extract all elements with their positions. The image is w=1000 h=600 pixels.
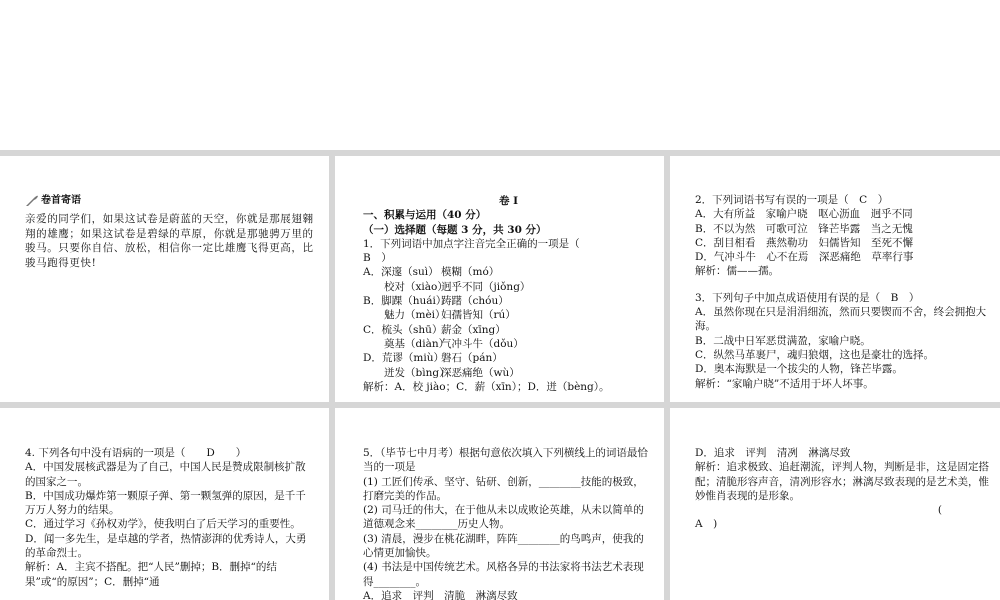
option-left: 迸发（bìng） [363,366,450,379]
q4-option: C．通过学习《孙权劝学》，使我明白了后天学习的重要性。 [25,518,301,531]
option-left: 奠基（diàn） [363,337,450,350]
q4-option: D．闻一多先生，是卓越的学者，热情澎湃的优秀诗人，大勇的革命烈士。 [25,532,307,560]
option-row [363,294,654,308]
q3-option: B．二战中日军恶贯满盈，家喻户晓。 [695,334,871,347]
q2-option: C．刮目相看 燕然勒功 妇儒皆知 至死不懈 [695,236,914,249]
option-right: 磐石（pán） [441,352,503,365]
section-heading: 一、积累与运用（40 分） [363,209,487,222]
q2-analysis: 解析：儒——孺。 [695,265,779,278]
subsection-heading: （一）选择题（每题 3 分，共 30 分） [363,223,547,236]
q2-option: B．不以为然 可歌可泣 锋芒毕露 当之无愧 [695,222,913,235]
q1-options [363,265,654,379]
q5-stem: 5．（毕节七中月考）根据句意依次填入下列横线上的词语最恰当的一项是 [363,447,648,474]
foreword-title: 卷首寄语 [41,195,81,206]
q5-analysis: 解析：追求极致、追赶潮流，评判人物，判断是非，这是固定搭配；清脆形容声音，清冽形容水；淋漓尽致表现的是艺术美，惟妙惟肖表现的是形象。 [695,461,989,502]
q3-stem: 3．下列句子中加点成语使用有误的是（ B ） [695,291,920,304]
panel-questions-2-3 [670,156,1000,402]
option-row [363,323,654,337]
panel-question-5 [335,408,664,600]
panel-foreword [0,156,329,402]
option-row [363,366,654,380]
option-right: 气冲斗牛（dǒu） [441,337,524,350]
option-left: A．深邃（suì） [363,266,439,279]
q5-item: (1) 工匠们传承、坚守、钻研、创新，________技能的极致，打磨完美的作品。 [363,475,644,502]
q1-analysis: 解析：A．校 jiào；C．薪（xīn）；D．迸（bèng）。 [363,380,610,393]
q3-option: D．奥本海默是一个拔尖的人物，锋芒毕露。 [695,363,903,376]
option-row [363,265,654,279]
option-right: 迥乎不同（jiǒng） [441,280,531,293]
q5-item: (3) 清晨，漫步在桃花湖畔，阵阵________的鸟鸣声，使我的心情更加愉快。 [363,532,644,560]
q5-answer: A ) [695,518,718,531]
q2-option: D．气冲斗牛 心不在焉 深恶痛绝 草率行事 [695,251,914,264]
q4-analysis: 解析：A．主宾不搭配。把“人民”删掉；B．删掉“的结果”或“的原因”；C．删掉“通 [25,561,277,588]
q4-option: A．中国发展核武器是为了自己，中国人民是赞成限制核扩散的国家之一。 [25,461,306,488]
option-right: 踌躇（chóu） [441,295,509,308]
q5-item: (4) 书法是中国传统艺术。风格各异的书法家将书法艺术表现得________。 [363,561,644,588]
option-left: 魅力（mèi） [363,309,446,322]
option-row [363,351,654,365]
q3-analysis: 解析：“家喻户晓”不适用于坏人坏事。 [695,377,874,390]
option-left: 校对（xiào） [363,280,448,293]
q3-option: A．虽然你现在只是涓涓细流，然而只要锲而不舍，终会拥抱大海。 [695,306,987,333]
q4-stem: 4. 下列各句中没有语病的一项是（ D ） [25,447,247,459]
option-right: 模糊（mó） [441,266,500,279]
panel-question-5-continued [670,408,1000,600]
q5-option-a: A．追求 评判 清脆 淋漓尽致 [363,589,518,600]
open-paren: ( [937,504,942,517]
q4-option: B．中国成功爆炸第一颗原子弹、第一颗氢弹的原因，是千千万万人努力的结果。 [25,489,306,517]
q1-answer: B ） [363,252,392,265]
q5-item: (2) 司马迁的伟大，在于他从未以成败论英雄，从未以简单的道德观念来________历史人物。 [363,504,644,531]
panel-volume-one [335,156,664,402]
option-left: D．荒谬（miù） [363,352,444,365]
option-row [363,308,654,322]
option-right: 深恶痛绝（wù） [441,366,520,379]
q3-option: C．纵然马革裹尸，魂归狼烟，这也是豪壮的选择。 [695,348,935,361]
option-left: B．脚踝（huái） [363,295,447,308]
option-left: C．梳头（shū） [363,323,443,336]
panel-question-4 [0,408,329,600]
foreword-logo [25,194,315,208]
option-row [363,280,654,294]
volume-title: 卷 I [498,195,519,207]
q2-option: A．大有所益 家喻户晓 呕心沥血 迥乎不同 [695,208,913,221]
q1-stem: 1．下列词语中加点字注音完全正确的一项是（ [363,237,580,250]
foreword-message: 亲爱的同学们，如果这试卷是蔚蓝的天空，你就是那展翅翱翔的雄鹰；如果这试卷是碧绿的草原，你就是那驰骋万里的骏马。只要你自信、放松，相信你一定比雄鹰飞得更高，比骏马跑得更快! [25,213,314,269]
quill-icon [25,195,39,207]
option-right: 薪金（xīng） [441,323,506,336]
option-row [363,337,654,351]
option-right: 妇孺皆知（rú） [441,309,516,322]
q2-stem: 2．下列词语书写有误的一项是（ C ） [695,194,889,206]
q5-option-d: D．追求 评判 清冽 淋漓尽致 [695,447,851,459]
